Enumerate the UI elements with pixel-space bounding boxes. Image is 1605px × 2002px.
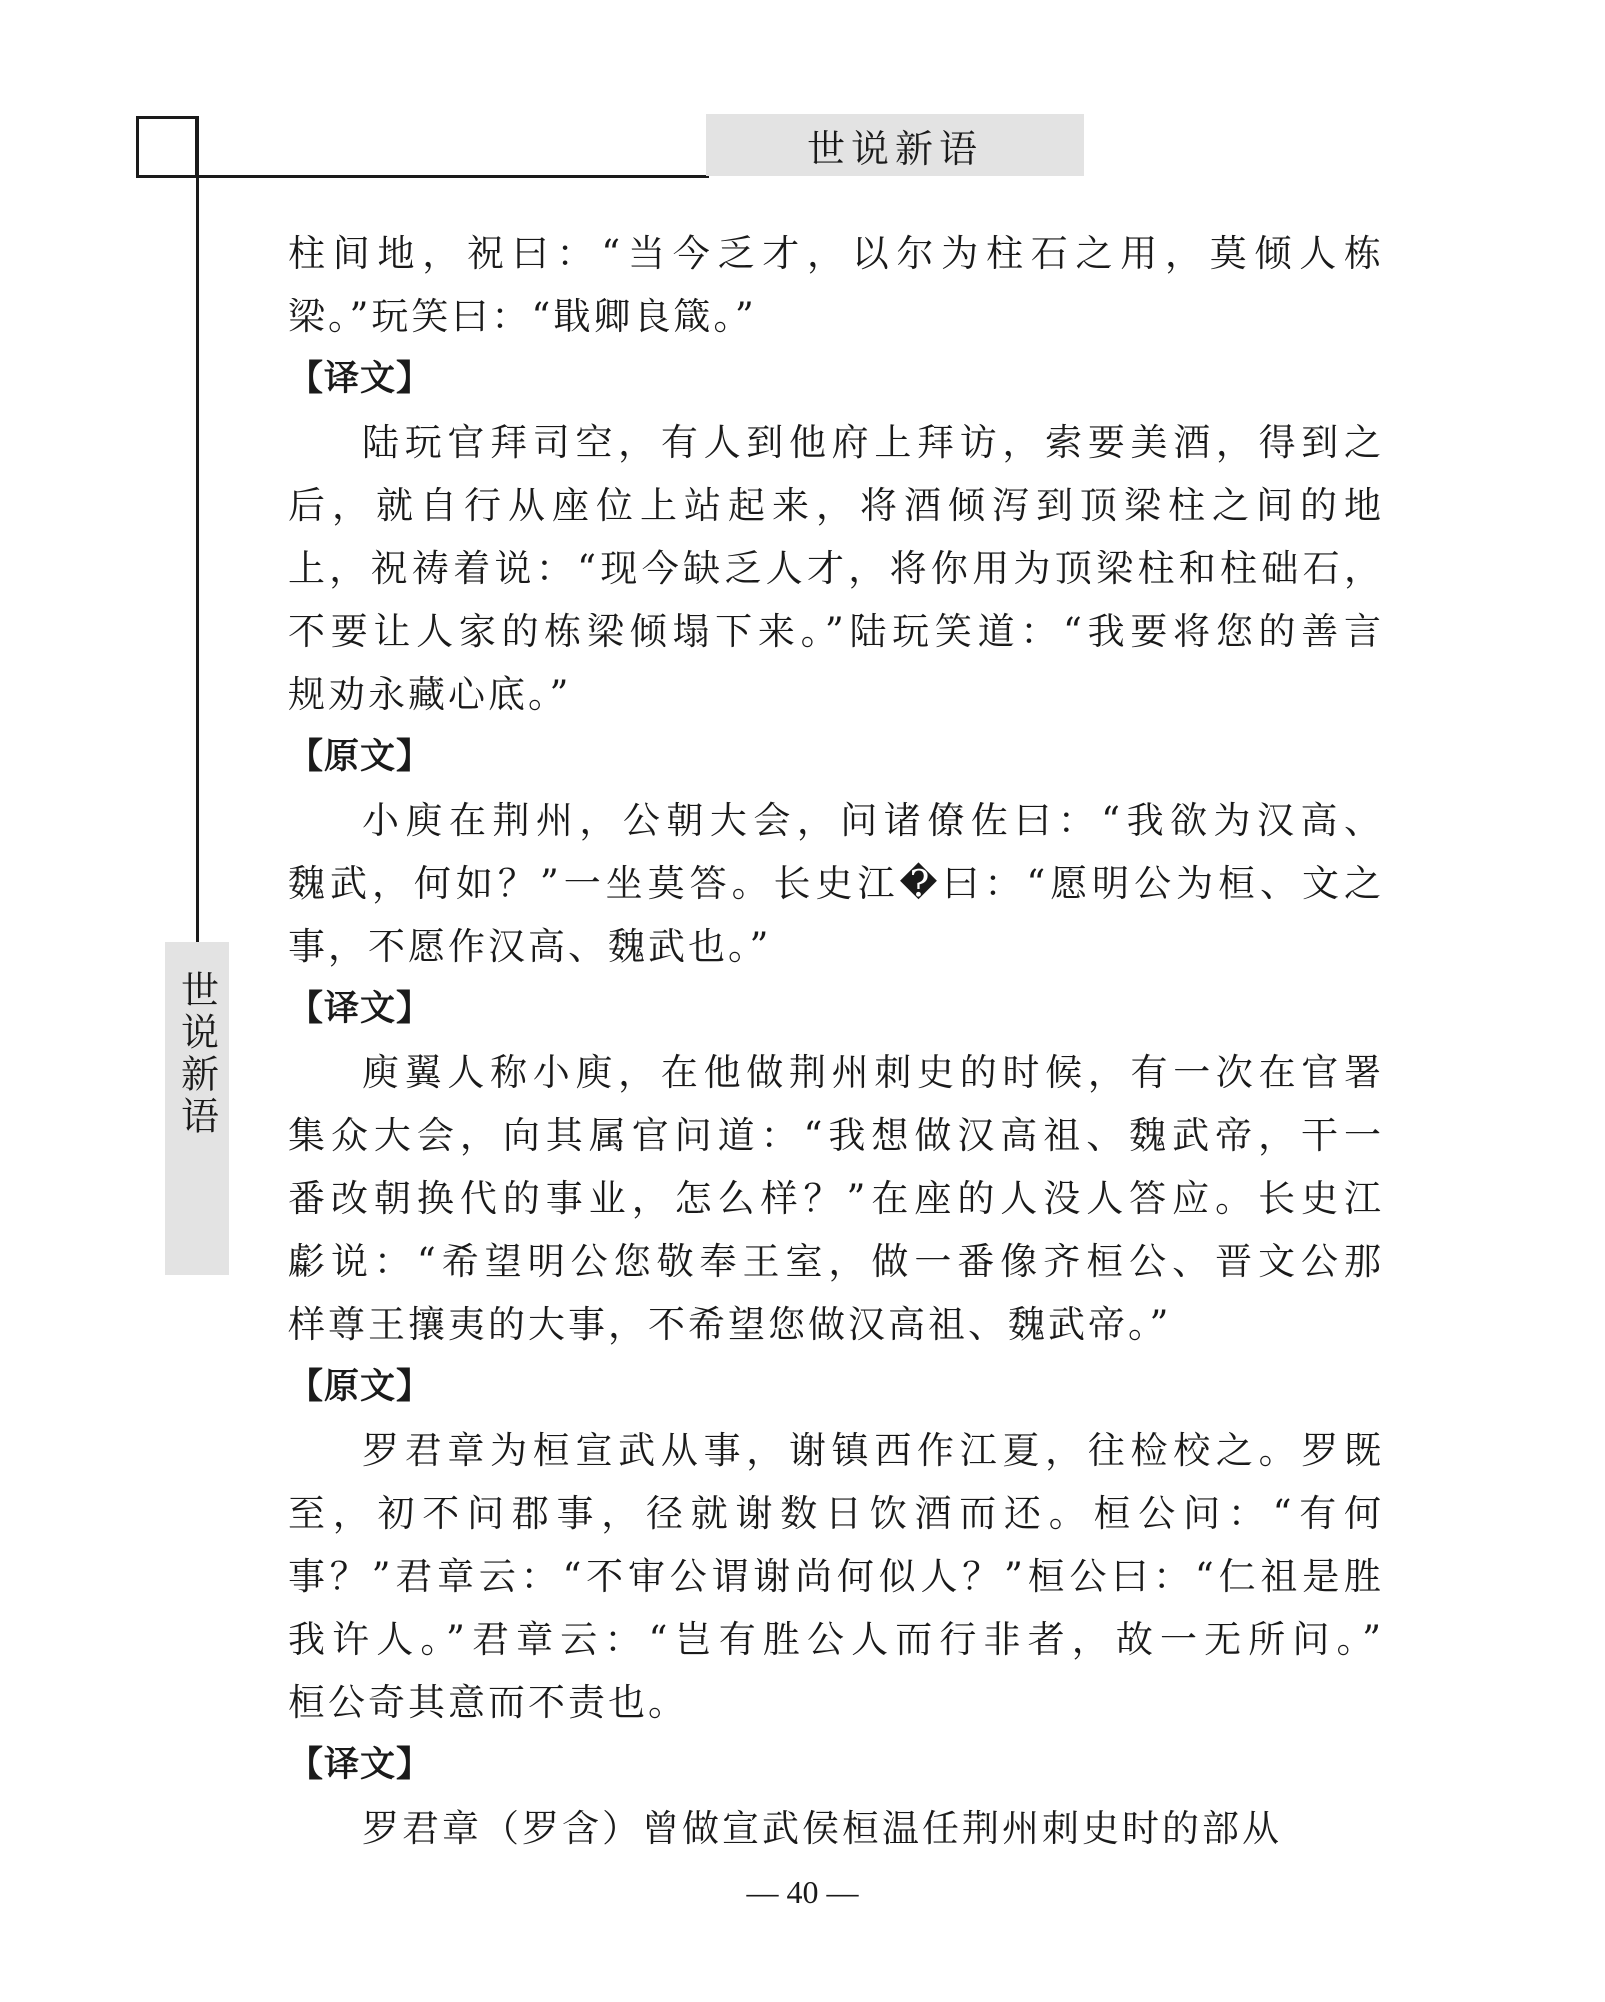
text-line: 罗君章（罗含）曾做宣武侯桓温任荆州刺史时的部从	[362, 1807, 1282, 1850]
side-tab-title: 世说新语	[174, 970, 219, 1138]
text-line: 我许人。”君章云：“岂有胜公人而行非者，故一无所问。”	[288, 1618, 1384, 1661]
text-line: 规劝永藏心底。”	[288, 673, 572, 716]
section-heading: 【原文】	[288, 1367, 433, 1407]
side-tab	[165, 942, 229, 1275]
section-heading: 【译文】	[288, 989, 433, 1029]
text-line: 魏武，何如？”一坐莫答。长史江�曰：“愿明公为桓、文之	[288, 862, 1384, 905]
text-line: 罗君章为桓宣武从事，谢镇西作江夏，往检校之。罗既	[362, 1429, 1384, 1472]
header-rule	[136, 175, 709, 178]
text-line: 至，初不问郡事，径就谢数日饮酒而还。桓公问：“有何	[288, 1492, 1384, 1535]
text-line: 集众大会，向其属官问道：“我想做汉高祖、魏武帝，干一	[288, 1114, 1384, 1157]
text-line: 番改朝换代的事业，怎么样？”在座的人没人答应。长史江	[288, 1177, 1384, 1220]
text-line: 事，不愿作汉高、魏武也。”	[288, 925, 772, 968]
text-line: 梁。”玩笑曰：“戢卿良箴。”	[288, 295, 757, 338]
text-line: 陆玩官拜司空，有人到他府上拜访，索要美酒，得到之	[362, 421, 1384, 464]
paragraph	[288, 222, 1384, 348]
book-title: 世说新语	[806, 126, 983, 171]
margin-rule	[196, 116, 199, 944]
text-line: 不要让人家的栋梁倾塌下来。”陆玩笑道：“我要将您的善言	[288, 610, 1384, 653]
text-line: 后，就自行从座位上站起来，将酒倾泻到顶梁柱之间的地	[288, 484, 1384, 527]
text-line: 桓公奇其意而不责也。	[288, 1681, 688, 1724]
section-heading: 【译文】	[288, 1745, 433, 1785]
paragraph	[288, 789, 1384, 978]
text-line: 上，祝祷着说：“现今缺乏人才，将你用为顶梁柱和柱础石，	[288, 547, 1384, 590]
paragraph	[288, 1041, 1384, 1356]
section-heading: 【原文】	[288, 737, 433, 777]
text-line: 样尊王攘夷的大事，不希望您做汉高祖、魏武帝。”	[288, 1303, 1172, 1346]
text-line: 庾翼人称小庾，在他做荆州刺史的时候，有一次在官署	[362, 1051, 1384, 1094]
header-corner-box	[136, 116, 198, 178]
section-heading: 【译文】	[288, 359, 433, 399]
page-number: — 40 —	[746, 1874, 859, 1910]
running-header	[706, 114, 1084, 176]
paragraph	[288, 1797, 1384, 1860]
text-line: 事？”君章云：“不审公谓谢尚何似人？”桓公曰：“仁祖是胜	[288, 1555, 1384, 1598]
text-line: 柱间地，祝曰：“当今乏才，以尔为柱石之用，莫倾人栋	[288, 232, 1384, 275]
paragraph	[288, 1419, 1384, 1734]
page-body	[288, 222, 1384, 1860]
text-line: 小庾在荆州，公朝大会，问诸僚佐曰：“我欲为汉高、	[362, 799, 1384, 842]
text-line: 虨说：“希望明公您敬奉王室，做一番像齐桓公、晋文公那	[288, 1240, 1384, 1283]
paragraph	[288, 411, 1384, 726]
